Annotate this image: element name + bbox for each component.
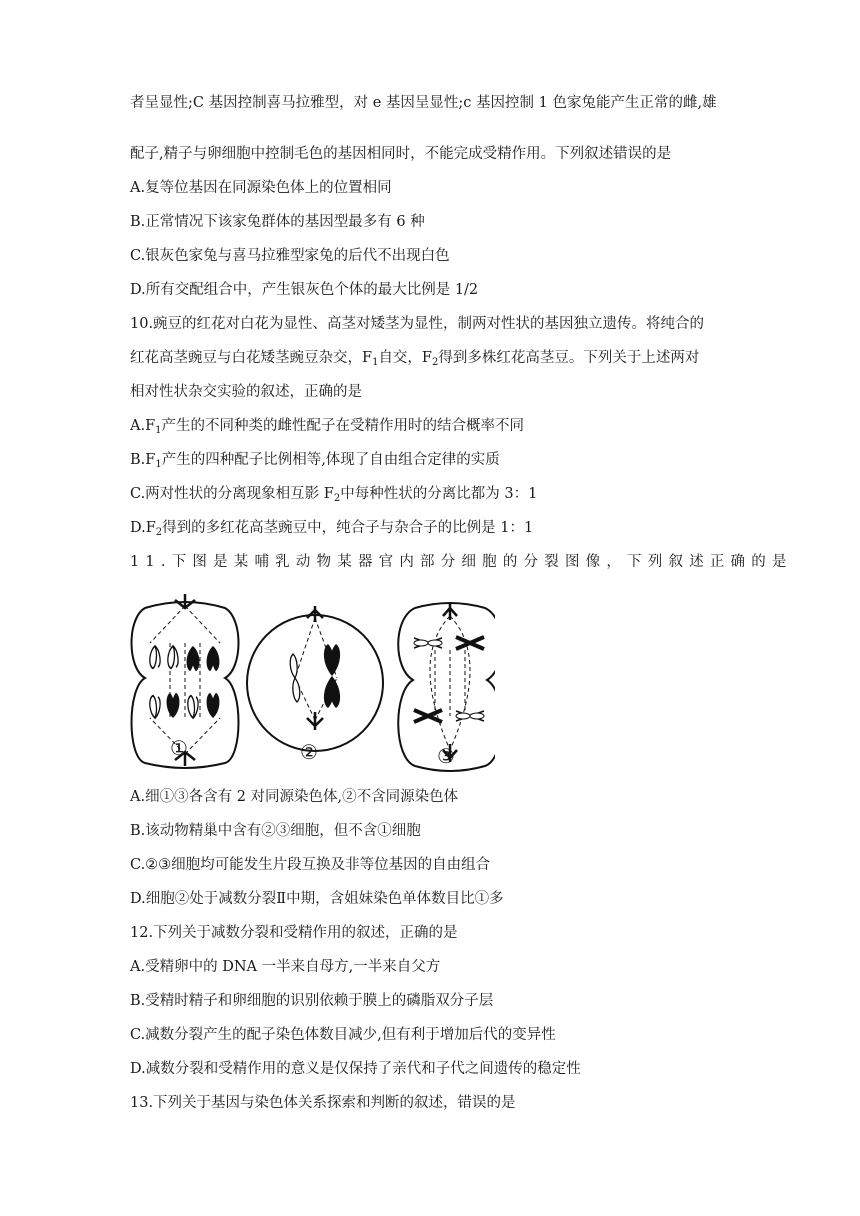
q9-option-b: B.正常情况下该家兔群体的基因型最多有 6 种 <box>130 214 425 230</box>
q9-option-d: D.所有交配组合中，产生银灰色个体的最大比例是 1/2 <box>130 282 479 298</box>
q10-stem-line-3: 相对性状杂交实验的叙述，正确的是 <box>130 384 362 400</box>
q10-option-b: $B.F_1$产生的四种配子比例相等,体现了自由组合定律的实质 <box>130 452 500 470</box>
q10-option-d: $D.F_2$得到的多红花高茎豌豆中，纯合子与杂合子的比例是 1：1 <box>130 520 534 538</box>
q9-option-c: C.银灰色家兔与喜马拉雅型家兔的后代不出现白色 <box>130 248 450 264</box>
figure-label-1: ① <box>170 736 188 760</box>
q12-option-c: C.减数分裂产生的配子染色体数目减少,但有利于增加后代的变异性 <box>130 1027 556 1043</box>
q9-stem-line-1: 者呈显性;C 基因控制喜马拉雅型，对 e 基因呈显性;c 基因控制 1 色家兔能产生正常的雌,雄 <box>130 95 717 111</box>
q10-stem-line-1: 10.豌豆的红花对白花为显性、高茎对矮茎为显性，制两对性状的基因独立遗传。将纯合的 <box>130 316 705 332</box>
q11-stem: 11.下图是某哺乳动物某器官内部分细胞的分裂图像，下列叙述正确的是 <box>130 554 793 570</box>
q10-stem-line-2: 红花高茎豌豆与白花矮茎豌豆杂交，$F_1$自交，$F_2$得到多株红花高茎豆。下列关于上述两对 <box>130 350 700 368</box>
q13-stem: 13.下列关于基因与染色体关系探索和判断的叙述，错误的是 <box>130 1095 516 1111</box>
q10-option-c: C.两对性状的分离现象相互影 $F_2$中每种性状的分离比都为 3：1 <box>130 486 538 504</box>
q9-option-a: A.复等位基因在同源染色体上的位置相同 <box>130 180 392 196</box>
q12-option-a: A.受精卵中的 DNA 一半来自母方,一半来自父方 <box>130 959 441 975</box>
q12-stem: 12.下列关于减数分裂和受精作用的叙述，正确的是 <box>130 925 458 941</box>
q12-option-d: D.减数分裂和受精作用的意义是仅保持了亲代和子代之间遗传的稳定性 <box>130 1061 581 1077</box>
figure-label-3: ③ <box>437 744 455 768</box>
q11-option-a: A.细①③各含有 2 对同源染色体,②不含同源染色体 <box>130 789 459 805</box>
cell-2 <box>247 606 383 751</box>
cell-division-figure <box>125 588 495 773</box>
q12-option-b: B.受精时精子和卵细胞的识别依赖于膜上的磷脂双分子层 <box>130 993 494 1009</box>
q9-stem-line-2: 配子,精子与卵细胞中控制毛色的基因相同时，不能完成受精作用。下列叙述错误的是 <box>130 146 672 162</box>
figure-label-2: ② <box>300 740 318 764</box>
q10-option-a: $A.F_1$产生的不同种类的雌性配子在受精作用时的结合概率不同 <box>130 418 525 436</box>
q11-option-b: B.该动物精巢中含有②③细胞，但不含①细胞 <box>130 823 421 839</box>
q11-option-c: C.②③细胞均可能发生片段互换及非等位基因的自由组合 <box>130 857 491 873</box>
q11-option-d: D.细胞②处于减数分裂Ⅱ中期，含姐妹染色单体数目比①多 <box>130 891 504 907</box>
